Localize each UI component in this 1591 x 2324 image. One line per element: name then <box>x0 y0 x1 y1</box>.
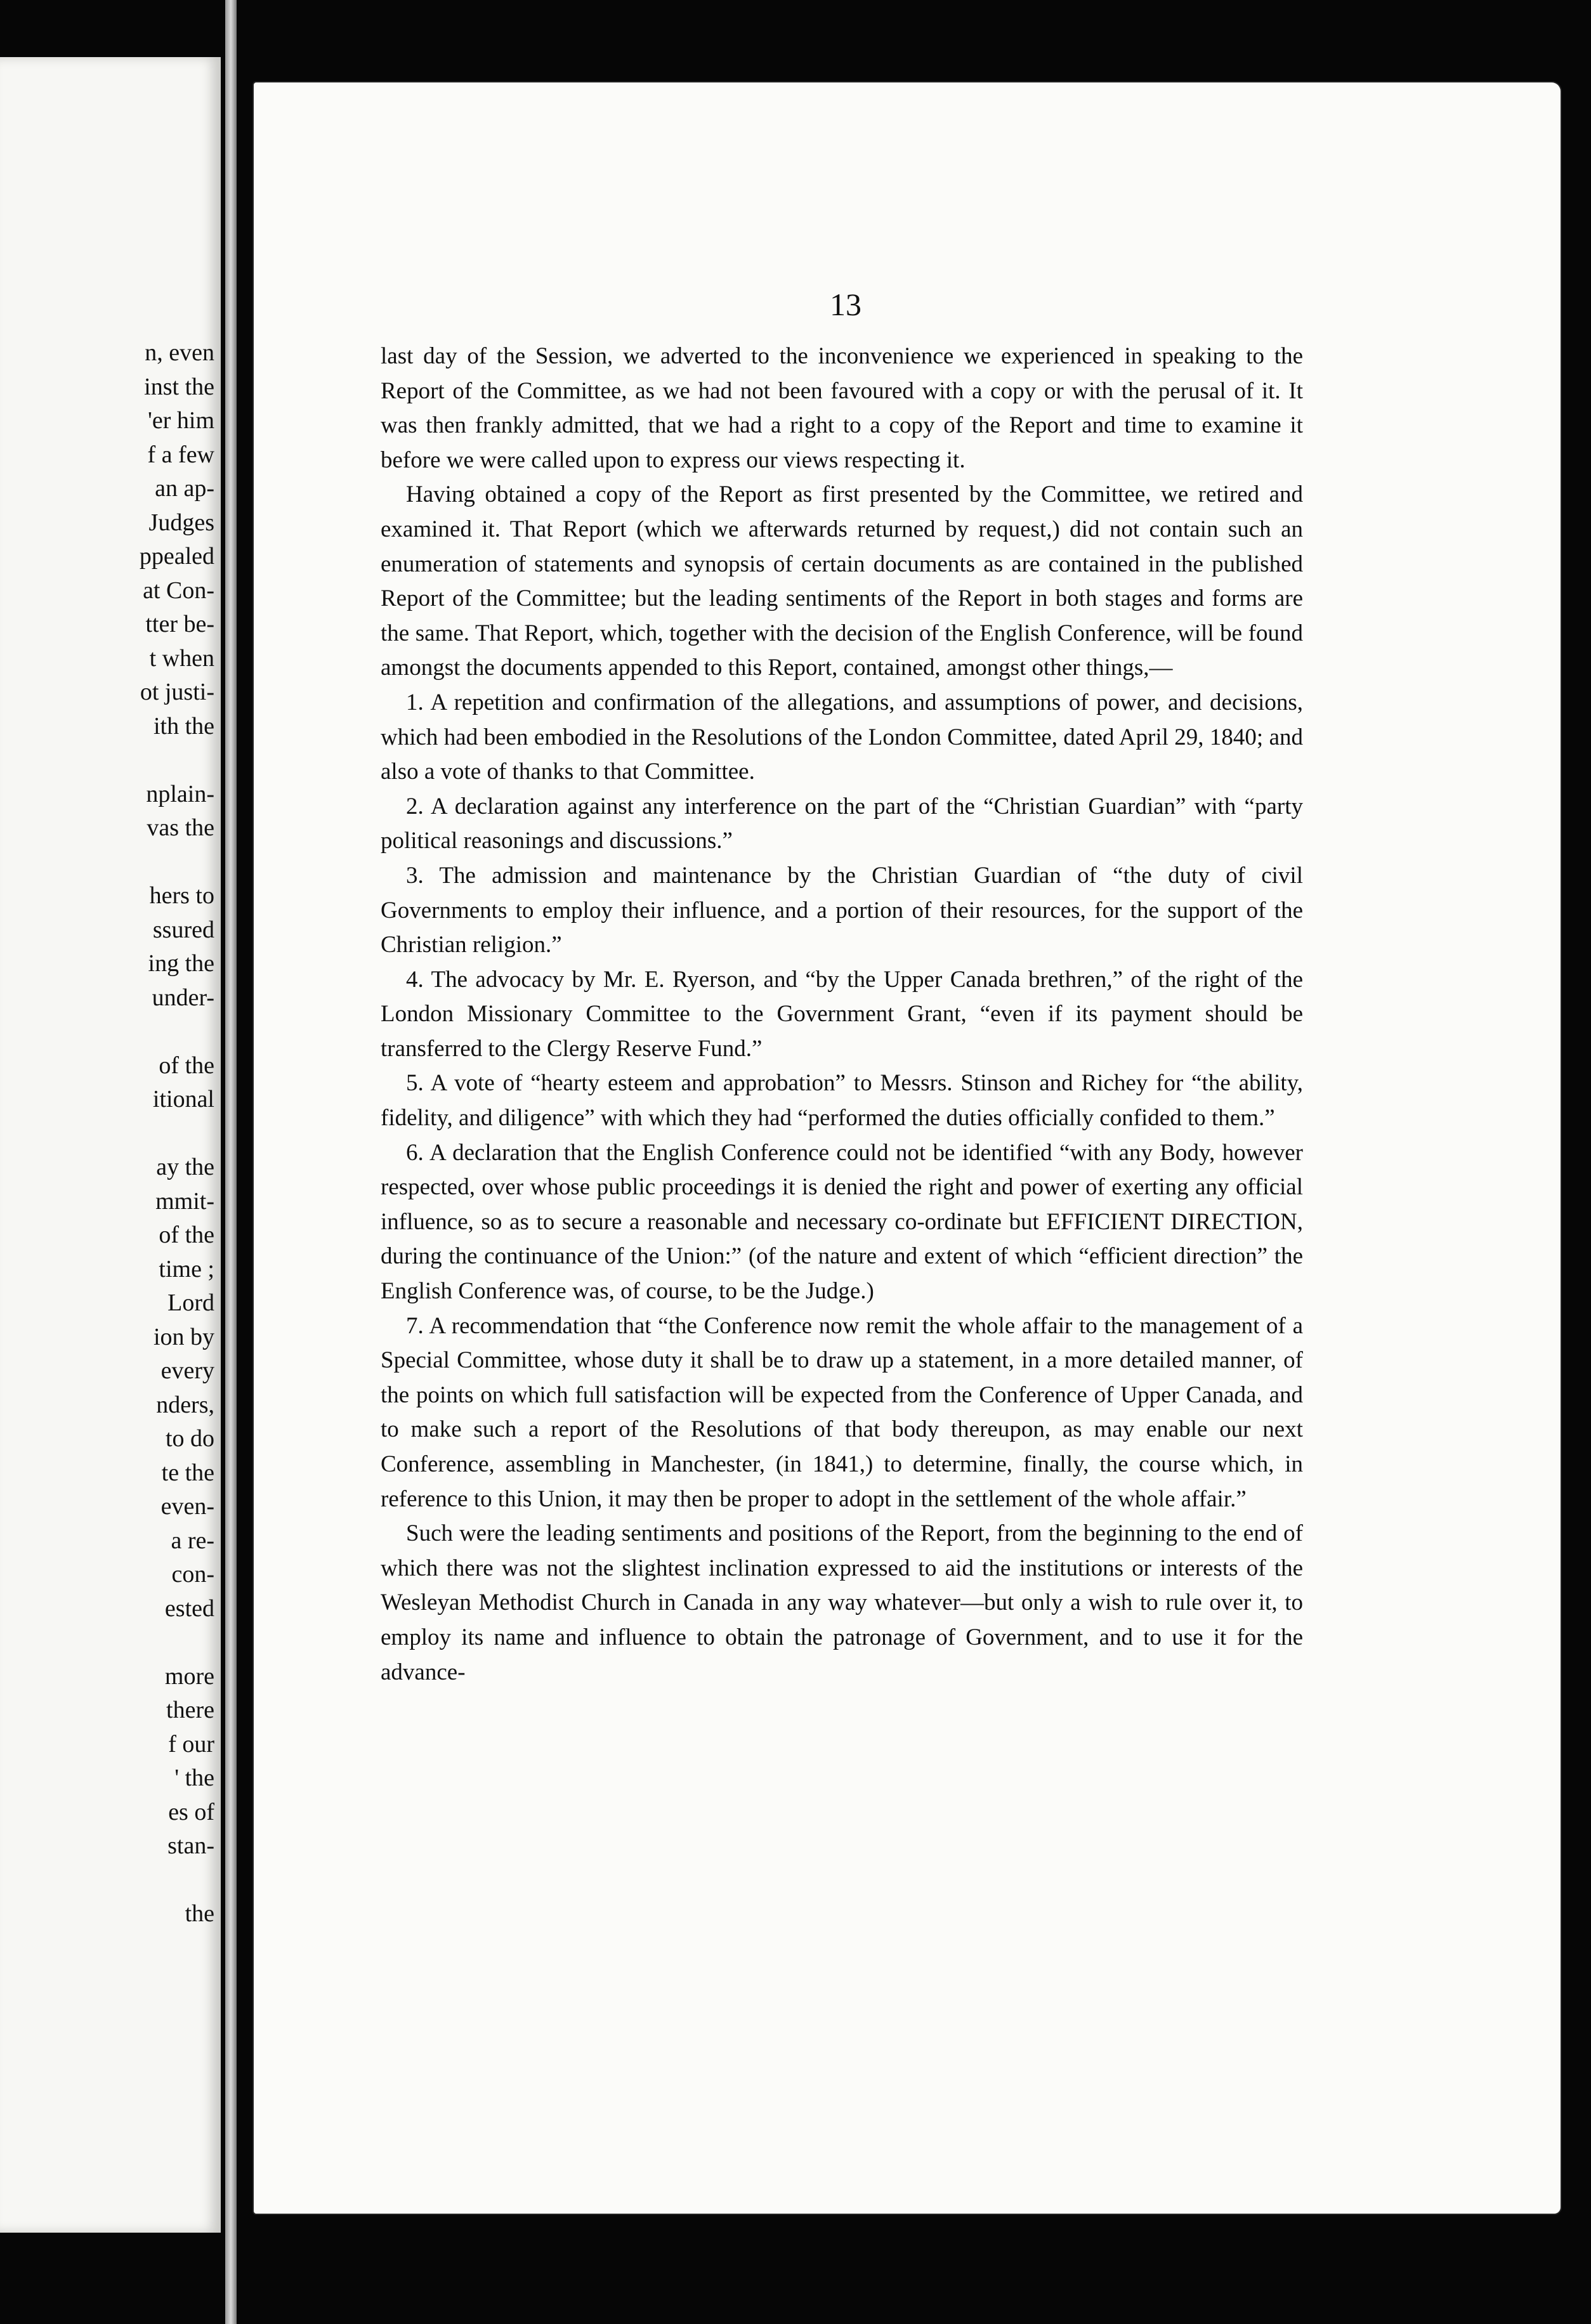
left-page-line: of the <box>159 1222 214 1248</box>
left-page-line: under- <box>152 984 214 1011</box>
left-page-line: 'er him <box>148 407 214 434</box>
left-page-line: f our <box>168 1730 214 1758</box>
left-page-line: t when <box>149 644 214 672</box>
left-page-line: the <box>185 1900 214 1927</box>
left-page-text-column <box>5 336 214 1931</box>
left-page-line: ssured <box>152 916 214 943</box>
paragraph-conclusion: Such were the leading sentiments and positions of the Report, from the beginning to the end of which there was not the slightest inclination expressed to aid the institutions or interests of the Wesleyan Methodist Church in Canada in any way whatever—but only a wish to rule over it, to employ its name and influence to obtain the patronage of Government, and to use it for the advance- <box>381 1520 1303 1685</box>
page-gutter <box>225 0 237 2324</box>
left-page-line: of the <box>159 1052 214 1079</box>
body-text <box>381 339 1303 1690</box>
left-page-line: ith the <box>153 712 214 740</box>
left-page-line: es of <box>168 1798 214 1825</box>
left-page-line: ay the <box>156 1154 214 1180</box>
left-page-line <box>5 845 214 880</box>
left-page-fragment <box>0 57 221 2233</box>
left-page-line: Judges <box>148 509 214 536</box>
left-page-line: vas the <box>147 814 214 841</box>
left-page-line: more <box>164 1662 214 1690</box>
left-page-line: te the <box>161 1459 214 1486</box>
paragraph-item-4: 4. The advocacy by Mr. E. Ryerson, and “by the Upper Canada brethren,” of the right of the London Missionary Committee to the Government Grant, “even if its payment should be transferred to the Clergy Reserve Fund.” <box>381 966 1303 1062</box>
left-page-line: time ; <box>159 1255 214 1283</box>
left-page-line: ion by <box>153 1323 214 1350</box>
left-page-line: n, even <box>145 339 214 366</box>
left-page-line: inst the <box>144 373 214 400</box>
left-page-line: mmit- <box>155 1187 214 1215</box>
left-page-line: con- <box>171 1561 214 1588</box>
paragraph-item-1: 1. A repetition and confirmation of the allegations, and assumptions of power, and decisions, which had been embodied in the Resolutions of the London Committee, dated April 29, 1840; and also a vote of thanks to that Committee. <box>381 689 1303 785</box>
left-page-line: stan- <box>167 1832 214 1859</box>
left-page-line: f a few <box>147 441 214 468</box>
left-page-line: an ap- <box>155 475 214 502</box>
left-page-line <box>5 1015 214 1049</box>
left-page-line: there <box>166 1697 214 1723</box>
paragraph-item-5: 5. A vote of “hearty esteem and approbation” to Messrs. Stinson and Richey for “the ability, fidelity, and diligence” with which they had “performed the duties officially confided to them.” <box>381 1070 1303 1132</box>
left-page-line: nplain- <box>146 780 214 807</box>
left-page-line: to do <box>165 1425 214 1452</box>
left-page-line: hers to <box>149 882 214 909</box>
paragraph-item-7: 7. A recommendation that “the Conference now remit the whole affair to the management of a Special Committee, whose duty it shall be to draw up a statement, in a more detailed manner, of the points on which full satisfaction will be expected from the Conference of Upper Canada, and to make such a report of the Resolutions of that body thereupon, as may enable our next Conference, assembling in Manchester, (in 1841,) to determine, finally, the course which, in reference to this Union, it may then be proper to adopt in the settlement of the whole affair.” <box>381 1312 1303 1512</box>
left-page-line: ested <box>164 1595 214 1622</box>
left-page-line: every <box>160 1357 214 1384</box>
paragraph-item-3: 3. The admission and maintenance by the Christian Guardian of “the duty of civil Governments to employ their influence, and a portion of their resources, for the support of the Christian religion.” <box>381 862 1303 958</box>
paragraph-item-6: 6. A declaration that the English Conference could not be identified “with any Body, however respected, over whose public proceedings it is denied the right and power of exerting any official influence, so as to secure a reasonable and necessary co-ordinate but EFFICIENT DIRECTION, during the continuance of the Union:” (of the nature and extent of which “efficient direction” the English Conference was, of course, to be the Judge.) <box>381 1139 1303 1305</box>
left-page-line: even- <box>160 1493 214 1520</box>
paragraph-report: Having obtained a copy of the Report as first presented by the Committee, we retired and examined it. That Report (which we afterwards returned by request,) did not contain such an enumeration of statements and synopsis of certain documents as are contained in the published Report of the Committee; but the leading sentiments of the Report in both stages and forms are the same. That Report, which, together with the decision of the English Conference, will be found amongst the documents appended to this Report, contained, amongst other things,— <box>381 481 1303 681</box>
left-page-line: ot justi- <box>140 679 214 705</box>
page-number: 13 <box>830 287 861 322</box>
left-page-line: Lord <box>167 1289 214 1316</box>
left-page-line: tter be- <box>145 611 214 637</box>
left-page-line: ing the <box>148 950 214 977</box>
left-page-line: ' the <box>174 1765 214 1791</box>
left-page-line: nders, <box>156 1391 214 1418</box>
left-page-line: itional <box>152 1086 214 1113</box>
left-page-line: at Con- <box>143 577 214 604</box>
left-page-line: a re- <box>171 1527 214 1554</box>
left-page-line <box>5 1626 214 1660</box>
left-page-line: ppealed <box>139 543 214 570</box>
left-page-line <box>5 1117 214 1151</box>
left-page-line <box>5 743 214 778</box>
paragraph-item-2: 2. A declaration against any interference on the part of the “Christian Guardian” with “party political reasonings and discussions.” <box>381 793 1303 854</box>
left-page-line <box>5 1864 214 1898</box>
paragraph-intro: last day of the Session, we adverted to the inconvenience we experienced in speaking to the Report of the Committee, as we had not been favoured with a copy or with the perusal of it. It was then frankly admitted, that we had a right to a copy of the Report and time to examine it before we were called upon to express our views respecting it. <box>381 343 1303 473</box>
